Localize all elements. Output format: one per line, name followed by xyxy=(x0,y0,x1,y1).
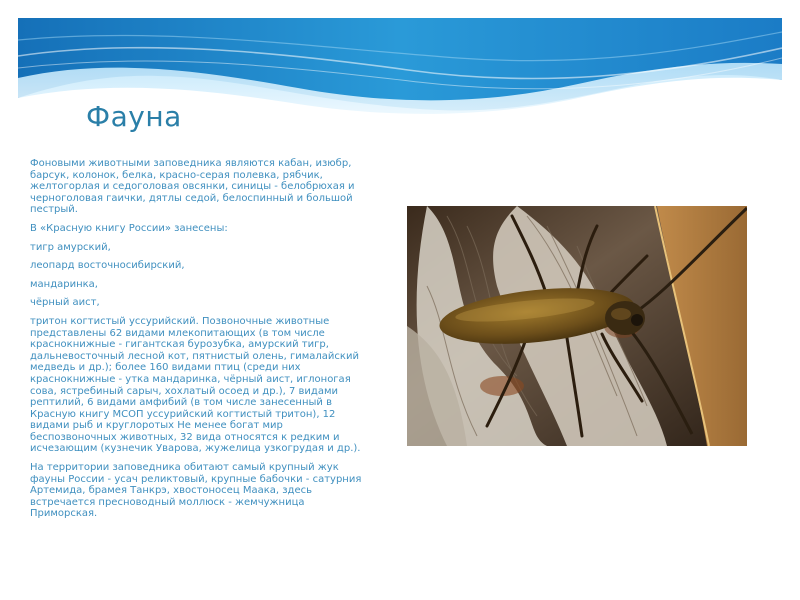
paragraph-background-fauna: Фоновыми животными заповедника являются кабан, изюбр, барсук, колонок, белка, красно-серая полевка, рябчик, желтогорлая и седоголовая овсянки, синицы - белобрюхая и черноголовая гаички, дятлы седой, белоспинный и большой пестрый. xyxy=(30,158,355,216)
paragraph-largest-beetle: На территории заповедника обитают самый крупный жук фауны России - усач реликтовый, крупные бабочки - сатурния Артемида, брамея Танкрэ, хвостоносец Маака, здесь встречается пресноводный моллюск - жемчужница Приморская. xyxy=(30,462,362,520)
slide-title: Фауна xyxy=(86,100,182,133)
list-item-black-stork: чёрный аист, xyxy=(30,297,100,309)
list-item-mandarin-duck: мандаринка, xyxy=(30,278,98,290)
beetle-on-bark-image xyxy=(407,206,747,446)
list-item-leopard: леопард восточносибирский, xyxy=(30,260,185,272)
body-text xyxy=(30,158,370,527)
beetle-photo xyxy=(407,206,747,446)
paragraph-red-book-intro: В «Красную книгу России» занесены: xyxy=(30,222,228,234)
paragraph-vertebrates: тритон когтистый уссурийский. Позвоночные животные представлены 62 видами млекопитающих (в том числе краснокнижные - гигантская бурозубка, амурский тигр, дальневосточный лесной кот, пятнистый олень, гималайский медведь и др.); более 160 видами птиц (среди них краснокнижные - утка мандаринка, чёрный аист, иглоногая сова, ястребиный сарыч, хохлатый осоед и др.), 7 видами рептилий, 6 видами амфибий (в том числе занесенный в Красную книгу МСОП уссурийский когтистый тритон), 12 видами рыб и круглоротых Не менее богат мир беспозвоночных животных, 32 вида относятся к редким и исчезающим (кузнечик Уварова, жужелица узкогрудая и др.). xyxy=(30,315,361,455)
list-item-tiger: тигр амурский, xyxy=(30,241,111,253)
